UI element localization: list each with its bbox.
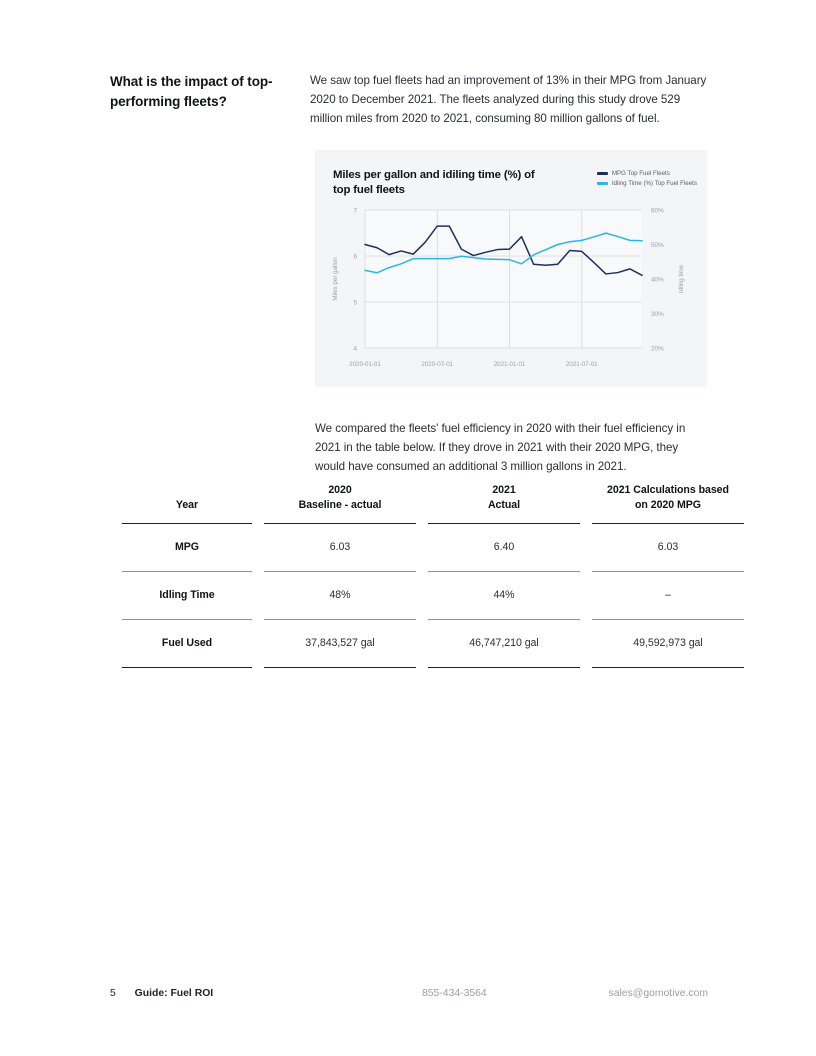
footer-guide-title: Guide: Fuel ROI [134, 988, 214, 999]
cell-idling-calc: – [592, 572, 744, 620]
svg-text:2020-07-01: 2020-07-01 [421, 361, 454, 368]
intro-section [110, 72, 708, 128]
svg-text:60%: 60% [651, 207, 664, 215]
row-label-mpg: MPG [122, 524, 252, 572]
legend-label-idling: Idling Time (%) Top Fuel Fleets [611, 180, 697, 187]
table-header-calc [592, 483, 744, 524]
table-header-year-line2: Year [175, 499, 199, 512]
row-label-fuel-used: Fuel Used [122, 620, 252, 668]
line-chart-svg [315, 202, 707, 382]
chart-plot-area [315, 202, 707, 382]
legend-item-mpg [597, 170, 697, 177]
table-header-2020-line1: 2020 [328, 484, 352, 496]
svg-text:Miles per gallon: Miles per gallon [332, 257, 339, 301]
table-row [122, 620, 744, 668]
legend-swatch-mpg [597, 172, 608, 174]
table-header-calc-line2: on 2020 MPG [635, 499, 701, 512]
svg-text:5: 5 [353, 299, 357, 307]
svg-text:6: 6 [353, 253, 357, 261]
footer-email[interactable]: sales@gomotive.com [608, 988, 708, 999]
table-header-2020 [264, 483, 416, 524]
cell-mpg-calc: 6.03 [592, 524, 744, 572]
chart-header [333, 168, 697, 198]
table-header-2021-line2: Actual [487, 499, 521, 512]
svg-text:30%: 30% [651, 311, 664, 319]
page-title: What is the impact of top-performing fleets? [110, 74, 273, 109]
table-header-calc-line1: 2021 Calculations based [607, 484, 729, 496]
cell-fuel-2021: 46,747,210 gal [428, 620, 580, 668]
table-header-2021-line1: 2021 [492, 484, 516, 496]
table-header-row [122, 483, 744, 524]
plot-background [365, 210, 642, 348]
footer-phone[interactable]: 855-434-3564 [422, 988, 487, 999]
table-row [122, 524, 744, 572]
table-header-year [122, 483, 252, 524]
chart-legend [597, 170, 697, 187]
legend-label-mpg: MPG Top Fuel Fleets [611, 170, 670, 177]
table-row [122, 572, 744, 620]
svg-text:2021-01-01: 2021-01-01 [493, 361, 526, 368]
svg-text:4: 4 [353, 345, 357, 353]
svg-text:2021-07-01: 2021-07-01 [565, 361, 598, 368]
comparison-paragraph: We compared the fleets' fuel efficiency in 2020 with their fuel efficiency in 2021 in the table below. If they drove in 2021 with their 2020 MPG, they would have consumed an additional 3 million gallons in 2021. [315, 422, 686, 473]
row-label-idling-time: Idling Time [122, 572, 252, 620]
intro-paragraph: We saw top fuel fleets had an improvement of 13% in their MPG from January 2020 to December 2021. The fleets analyzed during this study drove 529 million miles from 2020 to 2021, consuming 80 million gallons of fuel. [310, 74, 707, 125]
svg-text:50%: 50% [651, 242, 664, 250]
chart-title: Miles per gallon and idiling time (%) of top fuel fleets [333, 169, 535, 197]
legend-item-idling [597, 180, 697, 187]
chart-panel [315, 150, 707, 387]
svg-text:Idling time: Idling time [678, 264, 685, 294]
table-header-2021 [428, 483, 580, 524]
svg-text:2020-01-01: 2020-01-01 [349, 361, 381, 368]
cell-fuel-2020: 37,843,527 gal [264, 620, 416, 668]
fuel-comparison-table [110, 483, 756, 668]
cell-mpg-2020: 6.03 [264, 524, 416, 572]
svg-text:20%: 20% [651, 345, 664, 353]
svg-text:40%: 40% [651, 276, 664, 284]
cell-idling-2021: 44% [428, 572, 580, 620]
footer-left-group [110, 988, 213, 999]
cell-idling-2020: 48% [264, 572, 416, 620]
svg-text:7: 7 [353, 207, 357, 215]
legend-swatch-idling [597, 182, 608, 184]
footer-page-number: 5 [110, 988, 116, 999]
cell-fuel-calc: 49,592,973 gal [592, 620, 744, 668]
table-header-2020-line2: Baseline - actual [298, 499, 382, 512]
cell-mpg-2021: 6.40 [428, 524, 580, 572]
